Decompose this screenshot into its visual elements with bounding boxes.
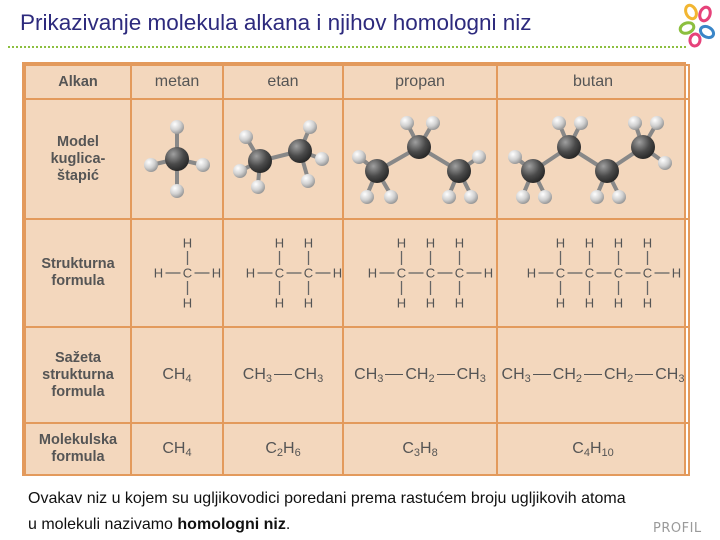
condensed-metan — [131, 327, 223, 423]
svg-text:H: H — [182, 295, 193, 311]
svg-text:C: C — [303, 265, 313, 281]
svg-text:H: H — [396, 235, 407, 251]
model-butan — [497, 99, 689, 219]
butan-structural-formula — [510, 233, 681, 313]
svg-text:H: H — [332, 265, 342, 281]
condensed-butan-text: $CH_3$ $CH_2$ $CH_2$ $CH_3$ — [501, 365, 685, 385]
struct-etan — [223, 219, 343, 327]
header-sazeta — [25, 327, 131, 423]
svg-text:H: H — [367, 265, 378, 281]
svg-text:H: H — [396, 295, 407, 311]
caption-end: . — [285, 516, 291, 533]
profil-logo: PROFIL — [653, 521, 702, 536]
svg-text:H: H — [613, 235, 623, 251]
condensed-etan — [223, 327, 343, 423]
svg-text:H: H — [153, 265, 164, 281]
column-butan: butan — [497, 65, 689, 99]
molecular-etan-text: $C_2H_6$ — [265, 439, 301, 459]
svg-text:H: H — [425, 235, 436, 251]
svg-text:H: H — [425, 295, 436, 311]
propan-structural-formula — [351, 233, 494, 313]
condensed-propan — [343, 327, 497, 423]
molecular-propan-text: $C_3H_8$ — [402, 439, 438, 459]
page-title: Prikazivanje molekula alkana i njihov homologni niz — [20, 10, 532, 35]
column-etan: etan — [223, 65, 343, 99]
svg-text:H: H — [274, 235, 284, 251]
column-metan: metan — [131, 65, 223, 99]
butan-ball-stick-model — [503, 109, 683, 209]
metan-ball-stick-model — [137, 109, 217, 209]
column-propan: propan — [343, 65, 497, 99]
svg-text:H: H — [671, 265, 681, 281]
svg-text:H: H — [555, 235, 565, 251]
svg-text:C: C — [613, 265, 623, 281]
header-model-text: Model kuglica-štapić — [50, 133, 106, 184]
svg-text:H: H — [642, 295, 652, 311]
svg-text:H: H — [613, 295, 623, 311]
svg-text:C: C — [182, 265, 193, 281]
alkane-table — [22, 62, 686, 476]
molecular-butan-text: $C_4H_{10}$ — [572, 439, 614, 459]
svg-text:C: C — [396, 265, 407, 281]
model-propan — [343, 99, 497, 219]
header-model — [25, 99, 131, 219]
svg-text:H: H — [182, 235, 193, 251]
condensed-butan — [497, 327, 689, 423]
svg-text:H: H — [454, 235, 465, 251]
struct-butan — [497, 219, 689, 327]
svg-text:H: H — [274, 295, 284, 311]
svg-text:H: H — [303, 235, 313, 251]
molecular-butan — [497, 423, 689, 475]
header-sazeta-text: Sažeta strukturna formula — [42, 349, 114, 400]
model-etan — [223, 99, 343, 219]
condensed-propan-text: $CH_3$ $CH_2$ $CH_3$ — [354, 365, 486, 385]
caption-bold-term: homologni niz — [177, 516, 286, 533]
header-molekulska-text: Molekulska formula — [38, 432, 118, 465]
svg-text:H: H — [483, 265, 494, 281]
svg-text:H: H — [303, 295, 313, 311]
propan-ball-stick-model — [347, 109, 493, 209]
svg-text:H: H — [454, 295, 465, 311]
svg-text:H: H — [526, 265, 536, 281]
molecular-etan — [223, 423, 343, 475]
svg-text:H: H — [211, 265, 222, 281]
header-strukturna — [25, 219, 131, 327]
svg-text:H: H — [245, 265, 255, 281]
header-strukturna-text: Strukturna formula — [41, 256, 115, 289]
svg-text:H: H — [555, 295, 565, 311]
svg-text:C: C — [642, 265, 652, 281]
molecular-metan — [131, 423, 223, 475]
svg-text:H: H — [584, 235, 594, 251]
molecular-propan — [343, 423, 497, 475]
svg-text:C: C — [274, 265, 284, 281]
svg-text:H: H — [584, 295, 594, 311]
condensed-metan-text: $CH_4$ — [162, 365, 192, 385]
title-divider — [8, 46, 686, 48]
caption — [28, 486, 628, 538]
etan-ball-stick-model — [228, 109, 338, 209]
svg-text:C: C — [555, 265, 565, 281]
svg-text:C: C — [454, 265, 465, 281]
molecular-metan-text: $CH_4$ — [162, 439, 192, 459]
svg-text:H: H — [642, 235, 652, 251]
decorative-rings-logo — [673, 2, 717, 48]
struct-propan — [343, 219, 497, 327]
model-metan — [131, 99, 223, 219]
svg-text:C: C — [584, 265, 594, 281]
etan-structural-formula — [229, 233, 342, 313]
condensed-etan-text: $CH_3$ $CH_3$ — [242, 365, 324, 385]
svg-text:C: C — [425, 265, 436, 281]
caption-text: Ovakav niz u kojem su ugljikovodici poredani prema rastućem broju ugljikovih atoma u molekuli nazivamo — [28, 490, 626, 533]
struct-metan — [131, 219, 223, 327]
metan-structural-formula — [137, 233, 222, 313]
header-molekulska — [25, 423, 131, 475]
header-alkan: Alkan — [25, 65, 131, 99]
